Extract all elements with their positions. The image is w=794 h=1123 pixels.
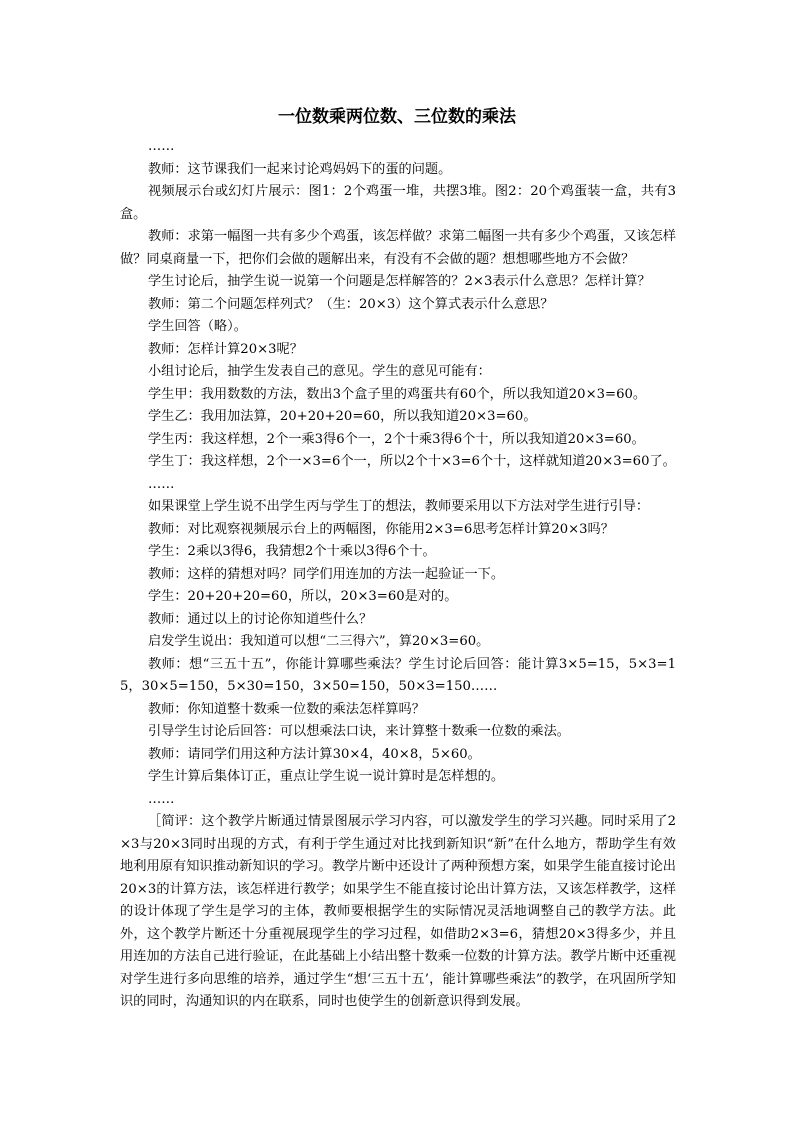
paragraph: 学生：20+20+20=60，所以，20×3=60是对的。 [148,589,458,604]
document-body [120,136,676,1014]
paragraph: 教师：通过以上的讨论你知道些什么？ [148,611,373,627]
paragraph: 学生丙：我这样想，2个一乘3得6个一，2个十乘3得6个十，所以我知道20×3=60。 [148,431,645,447]
paragraph: 教师：怎样计算20×3呢？ [148,341,303,357]
paragraph: 引导学生讨论后回答：可以想乘法口诀，来计算整十数乘一位数的乘法。 [148,724,570,739]
paragraph: …… [148,791,175,807]
paragraph: 学生讨论后，抽学生说一说第一个问题是怎样解答的？2×3表示什么意思？怎样计算？ [148,274,651,289]
document-title: 一位数乘两位数、三位数的乘法 [278,107,516,127]
paragraph: 教师：求第一幅图一共有多少个鸡蛋，该怎样做？求第二幅图一共有多少个鸡蛋，又该怎样做？同桌商量一下，把你们会做的题解出来，有没有不会做的题？想想哪些地方不会做？ [120,229,676,267]
paragraph: 如果课堂上学生说不出学生丙与学生丁的想法，教师要采用以下方法对学生进行引导： [148,499,650,514]
paragraph: …… [148,139,175,154]
paragraph: 教师：这样的猜想对吗？同学们用连加的方法一起验证一下。 [148,566,505,582]
review-paragraph: ［简评：这个教学片断通过情景图展示学习内容，可以激发学生的学习兴趣。同时采用了2×3与20×3同时出现的方式，有利于学生通过对比找到新知识“新”在什么地方，帮助学生有效地利用原有知识推动新知识的学习。教学片断中还设计了两种预想方案，如果学生能直接讨论出20×3的计算方法，该怎样进行教学；如果学生不能直接讨论出计算方法，又该怎样教学，这样的设计体现了学生是学习的主体，教师要根据学生的实际情况灵活地调整自己的教学方法。此外，这个教学片断还十分重视展现学生的学习过程，如借助2×3=6，猜想20×3得多少，并且用连加的方法自己进行验证，在此基础上小结出整十数乘一位数的计算方法。教学片断中还重视对学生进行多向思维的培养，通过学生“想‘三五十五’，能计算哪些乘法”的教学，在巩固所学知识的同时，沟通知识的内在联系，同时也使学生的创新意识得到发展。 [120,814,676,1009]
paragraph: 小组讨论后，抽学生发表自己的意见。学生的意见可能有： [148,364,491,379]
paragraph: 教师：想“三五十五”，你能计算哪些乘法？学生讨论后回答：能计算3×5=15，5×3=15，30×5=150，5×30=150，3×50=150，50×3=150…… [120,656,676,694]
paragraph: 学生甲：我用数数的方法，数出3个盒子里的鸡蛋共有60个，所以我知道20×3=60。 [148,386,647,402]
paragraph: 教师：你知道整十数乘一位数的乘法怎样算吗？ [148,701,425,717]
paragraph: 学生计算后集体订正，重点让学生说一说计算时是怎样想的。 [148,769,505,784]
paragraph: 教师：对比观察视频展示台上的两幅图，你能用2×3=6思考怎样计算20×3吗？ [148,521,614,537]
paragraph: 教师：请同学们用这种方法计算30×4，40×8，5×60。 [148,746,481,762]
paragraph: 学生：2乘以3得6，我猜想2个十乘以3得6个十。 [148,544,436,559]
paragraph: 视频展示台或幻灯片展示：图1：2个鸡蛋一堆，共摆3堆。图2：20个鸡蛋装一盒，共有3盒。 [120,184,676,222]
paragraph: 教师：第二个问题怎样列式？（生：20×3）这个算式表示什么意思？ [148,296,554,312]
paragraph: 启发学生说出：我知道可以想“二三得六”，算20×3=60。 [148,634,490,649]
paragraph: 学生回答（略）。 [148,319,247,334]
paragraph: 教师：这节课我们一起来讨论鸡妈妈下的蛋的问题。 [148,161,452,177]
paragraph: …… [148,476,175,492]
paragraph: 学生乙：我用加法算，20+20+20=60，所以我知道20×3=60。 [148,409,537,424]
paragraph: 学生丁：我这样想，2个一×3=6个一，所以2个十×3=6个十，这样就知道20×3=60了。 [148,454,676,469]
